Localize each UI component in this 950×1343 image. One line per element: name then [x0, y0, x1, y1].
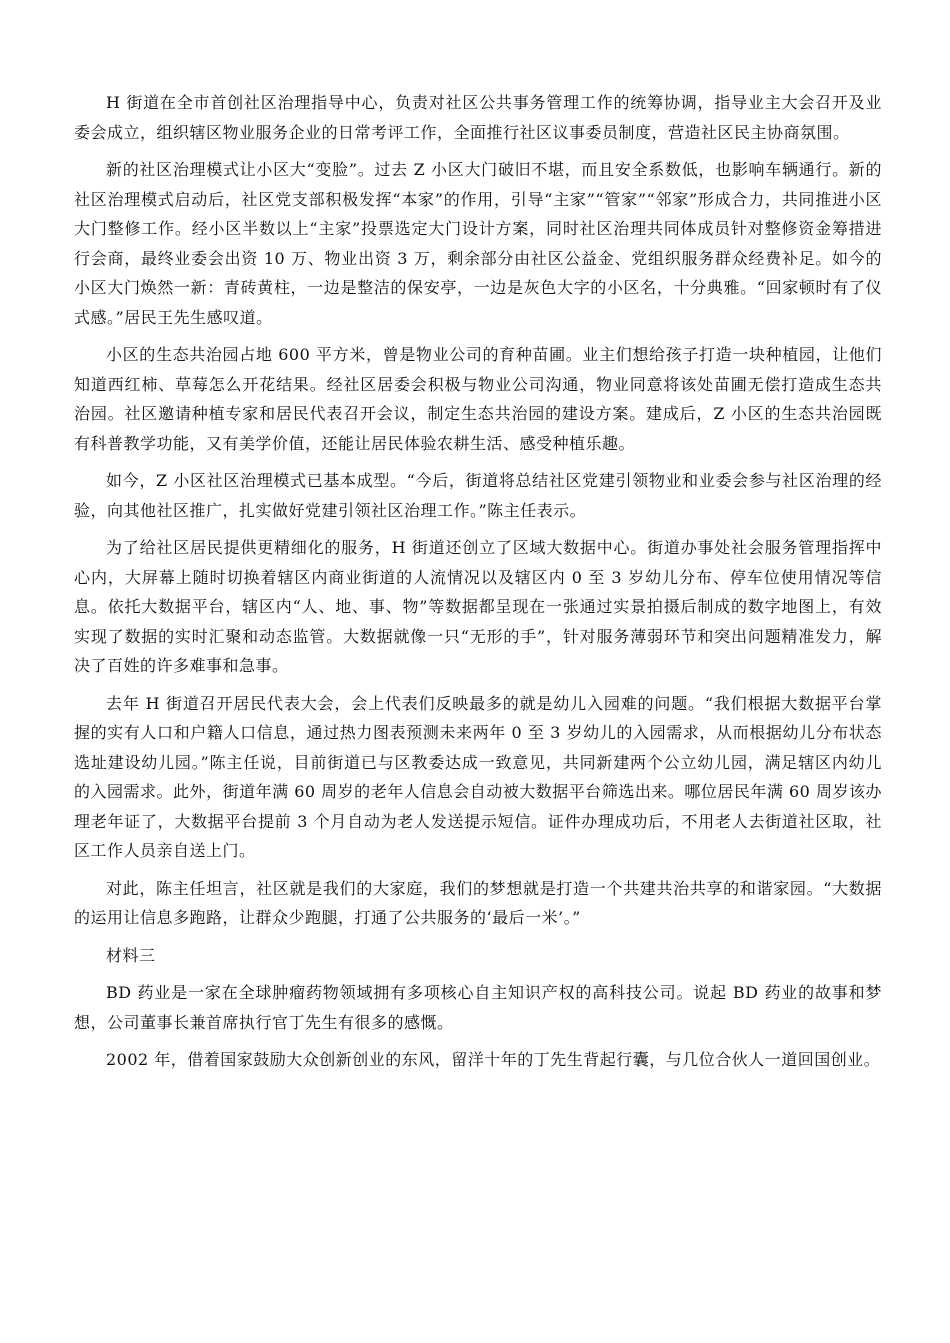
document-page: [74, 88, 882, 1083]
paragraph-governance-model: 如今，Z 小区社区治理模式已基本成型。“今后，街道将总结社区党建引领物业和业委会参与社区治理的经验，向其他社区推广，扎实做好党建引领社区治理工作。”陈主任表示。: [74, 471, 882, 520]
paragraph-eco-garden: 小区的生态共治园占地 600 平方米，曾是物业公司的育种苗圃。业主们想给孩子打造一块种植园，让他们知道西红柿、草莓怎么开花结果。经社区居委会积极与物业公司沟通，物业同意将该处苗圃无偿打造成生态共治园。社区邀请种植专家和居民代表召开会议，制定生态共治园的建设方案。建成后，Z 小区的生态共治园既有科普教学功能，又有美学价值，还能让居民体验农耕生活、感受种植乐趣。: [74, 345, 882, 453]
paragraph-bd-pharma: BD 药业是一家在全球肿瘤药物领域拥有多项核心自主知识产权的高科技公司。说起 BD 药业的故事和梦想，公司董事长兼首席执行官丁先生有很多的感慨。: [74, 983, 882, 1032]
paragraph-harmonious-home: 对此，陈主任坦言，社区就是我们的大家庭，我们的梦想就是打造一个共建共治共享的和谐家园。“大数据的运用让信息多跑路，让群众少跑腿，打通了公共服务的‘最后一米’。”: [74, 878, 882, 927]
paragraph-kindergarten: 去年 H 街道召开居民代表大会，会上代表们反映最多的就是幼儿入园难的问题。“我们根据大数据平台掌握的实有人口和户籍人口信息，通过热力图表预测未来两年 0 至 3 岁幼儿的入园需求，从而根据幼儿分布状态选址建设幼儿园。”陈主任说，目前街道已与区教委达成一致意见，共同新建两个公立幼儿园，满足辖区内幼儿的入园需求。此外，街道年满 60 周岁的老年人信息会自动被大数据平台筛选出来。哪位居民年满 60 周岁该办理老年证了，大数据平台提前 3 个月自动为老人发送提示短信。证件办理成功后，不用老人去街道社区取，社区工作人员亲自送上门。: [74, 693, 882, 860]
paragraph-governance-center: H 街道在全市首创社区治理指导中心，负责对社区公共事务管理工作的统筹协调，指导业主大会召开及业委会成立，组织辖区物业服务企业的日常考评工作，全面推行社区议事委员制度，营造社区民主协商氛围。: [74, 93, 882, 142]
section-heading: 材料三: [106, 945, 156, 965]
paragraph-startup-2002: 2002 年，借着国家鼓励大众创新创业的东风，留洋十年的丁先生背起行囊，与几位合伙人一道回国创业。: [106, 1050, 881, 1069]
paragraph-gate-renovation: 新的社区治理模式让小区大“变脸”。过去 Z 小区大门破旧不堪，而且安全系数低，也影响车辆通行。新的社区治理模式启动后，社区党支部积极发挥“本家”的作用，引导“主家”“管家”“邻家”形成合力，共同推进小区大门整修工作。经小区半数以上“主家”投票选定大门设计方案，同时社区治理共同体成员针对整修资金筹措进行会商，最终业委会出资 10 万、物业出资 3 万，剩余部分由社区公益金、党组织服务群众经费补足。如今的小区大门焕然一新：青砖黄柱，一边是整洁的保安亭，一边是灰色大字的小区名，十分典雅。“回家顿时有了仪式感。”居民王先生感叹道。: [74, 160, 882, 327]
paragraph-big-data-center: 为了给社区居民提供更精细化的服务，H 街道还创立了区域大数据中心。街道办事处社会服务管理指挥中心内，大屏幕上随时切换着辖区内商业街道的人流情况以及辖区内 0 至 3 岁幼儿分布、停车位使用情况等信息。依托大数据平台，辖区内“人、地、事、物”等数据都呈现在一张通过实景拍摄后制成的数字地图上，有效实现了数据的实时汇聚和动态监管。大数据就像一只“无形的手”，针对服务薄弱环节和突出问题精准发力，解决了百姓的许多难事和急事。: [74, 538, 882, 675]
